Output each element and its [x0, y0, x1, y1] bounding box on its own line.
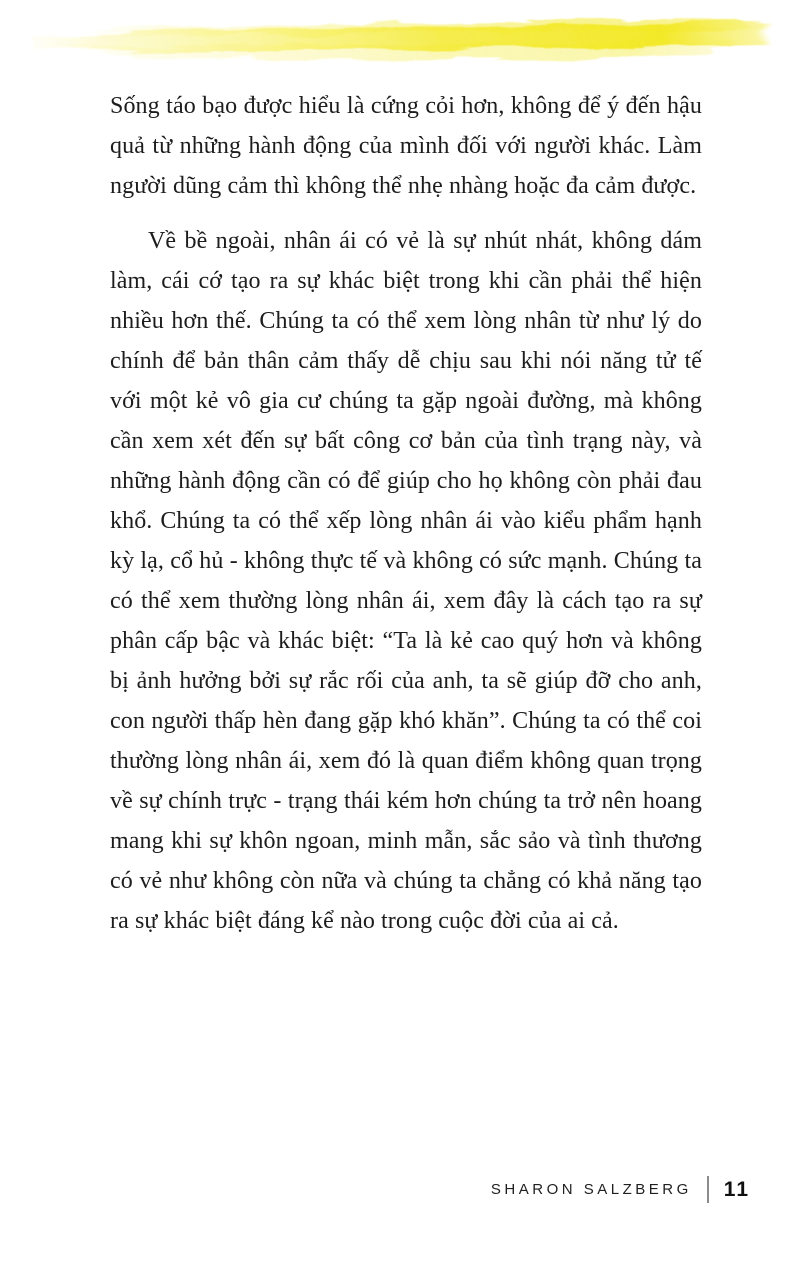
page-footer: [491, 1176, 750, 1203]
paragraph: Về bề ngoài, nhân ái có vẻ là sự nhút nhát, không dám làm, cái cớ tạo ra sự khác biệt trong khi cần phải thể hiện nhiều hơn thế. Chúng ta có thể xem lòng nhân từ như lý do chính để bản thân cảm thấy dễ chịu sau khi nói năng tử tế với một kẻ vô gia cư chúng ta gặp ngoài đường, mà không cần xem xét đến sự bất công cơ bản của tình trạng này, và những hành động cần có để giúp cho họ không còn phải đau khổ. Chúng ta có thể xếp lòng nhân ái vào kiểu phẩm hạnh kỳ lạ, cổ hủ - không thực tế và không có sức mạnh. Chúng ta có thể xem thường lòng nhân ái, xem đây là cách tạo ra sự phân cấp bậc và khác biệt: “Ta là kẻ cao quý hơn và không bị ảnh hưởng bởi sự rắc rối của anh, ta sẽ giúp đỡ cho anh, con người thấp hèn đang gặp khó khăn”. Chúng ta có thể coi thường lòng nhân ái, xem đó là quan điểm không quan trọng về sự chính trực - trạng thái kém hơn chúng ta trở nên hoang mang khi sự khôn ngoan, minh mẫn, sắc sảo và tình thương có vẻ như không còn nữa và chúng ta chẳng có khả năng tạo ra sự khác biệt đáng kể nào trong cuộc đời của ai cả.: [110, 228, 702, 934]
page-number: 11: [723, 1177, 750, 1201]
body-text: [110, 86, 702, 941]
paragraph: Sống táo bạo được hiểu là cứng cỏi hơn, không để ý đến hậu quả từ những hành động của mình đối với người khác. Làm người dũng cảm thì không thể nhẹ nhàng hoặc đa cảm được.: [110, 93, 702, 199]
author-name: SHARON SALZBERG: [490, 1181, 692, 1198]
footer-divider: [707, 1176, 709, 1203]
watercolor-header-band: [28, 8, 776, 72]
